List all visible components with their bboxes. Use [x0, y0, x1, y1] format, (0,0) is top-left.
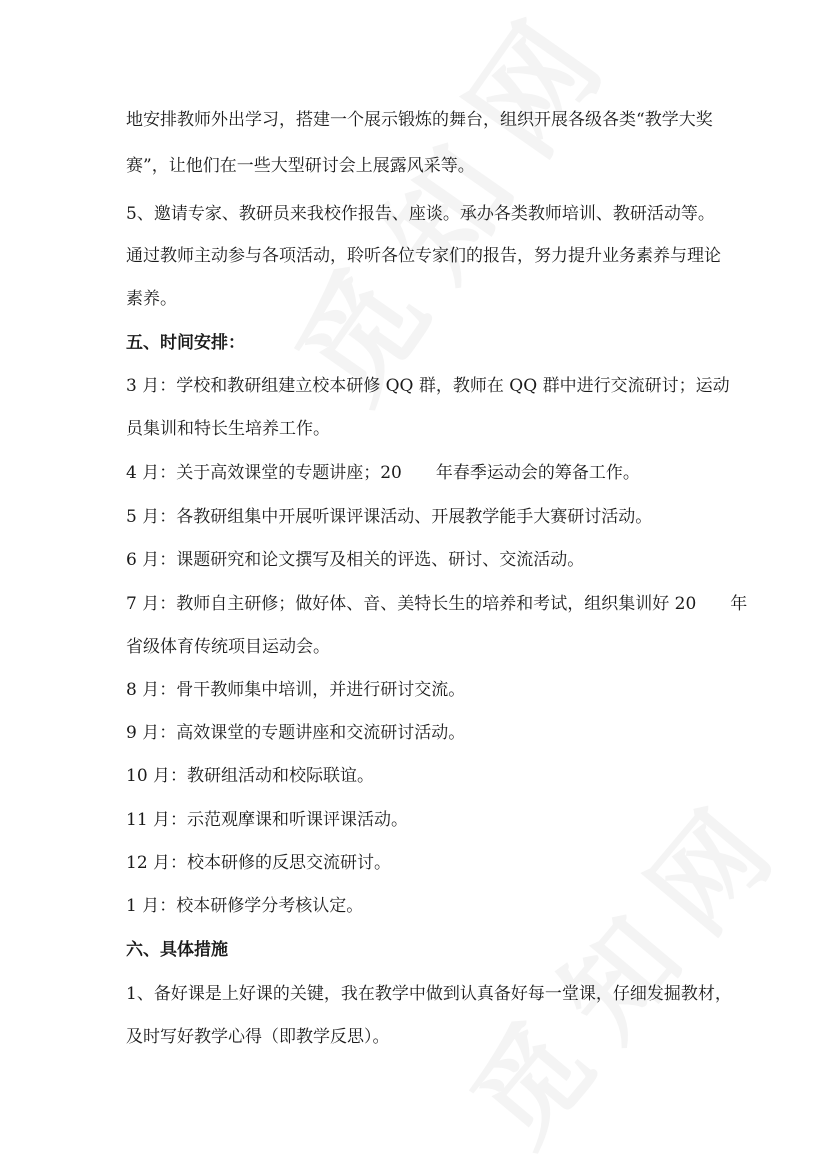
paragraph-line: 3 月：学校和教研组建立校本研修 QQ 群，教师在 QQ 群中进行交流研讨；运动: [126, 376, 730, 396]
section-heading-measures: 六、具体措施: [126, 940, 228, 960]
paragraph-line: 及时写好教学心得（即教学反思）。: [126, 1027, 390, 1047]
paragraph-line: 11 月：示范观摩课和听课评课活动。: [126, 810, 409, 830]
paragraph-line: 员集训和特长生培养工作。: [126, 419, 330, 439]
paragraph-line: 1、备好课是上好课的关键，我在教学中做到认真备好每一堂课，仔细发掘教材，: [126, 984, 732, 1004]
paragraph-line: 1 月：校本研修学分考核认定。: [126, 896, 364, 916]
paragraph-line: 赛”，让他们在一些大型研讨会上展露风采等。: [126, 156, 475, 176]
watermark: [430, 753, 817, 1172]
paragraph-line: 5、邀请专家、教研员来我校作报告、座谈。承办各类教师培训、教研活动等。: [126, 204, 715, 224]
paragraph-line: 通过教师主动参与各项活动，聆听各位专家们的报告，努力提升业务素养与理论: [126, 246, 721, 266]
paragraph-line: 素养。: [126, 289, 177, 309]
section-heading-schedule: 五、时间安排：: [126, 333, 245, 353]
paragraph-line: 6 月：课题研究和论文撰写及相关的评选、研讨、交流活动。: [126, 550, 585, 570]
paragraph-line: 12 月：校本研修的反思交流研讨。: [126, 853, 392, 873]
paragraph-line: 7 月：教师自主研修；做好体、音、美特长生的培养和考试，组织集训好 20 年: [126, 594, 748, 614]
paragraph-line: 10 月：教研组活动和校际联谊。: [126, 766, 375, 786]
paragraph-line: 4 月：关于高效课堂的专题讲座；20 年春季运动会的筹备工作。: [126, 463, 640, 483]
paragraph-line: 5 月：各教研组集中开展听课评课活动、开展教学能手大赛研讨活动。: [126, 507, 653, 527]
paragraph-line: 9 月：高效课堂的专题讲座和交流研讨活动。: [126, 723, 466, 743]
paragraph-line: 8 月：骨干教师集中培训，并进行研讨交流。: [126, 680, 466, 700]
paragraph-line: 地安排教师外出学习，搭建一个展示锻炼的舞台，组织开展各级各类“教学大奖: [126, 110, 713, 130]
paragraph-line: 省级体育传统项目运动会。: [126, 637, 330, 657]
